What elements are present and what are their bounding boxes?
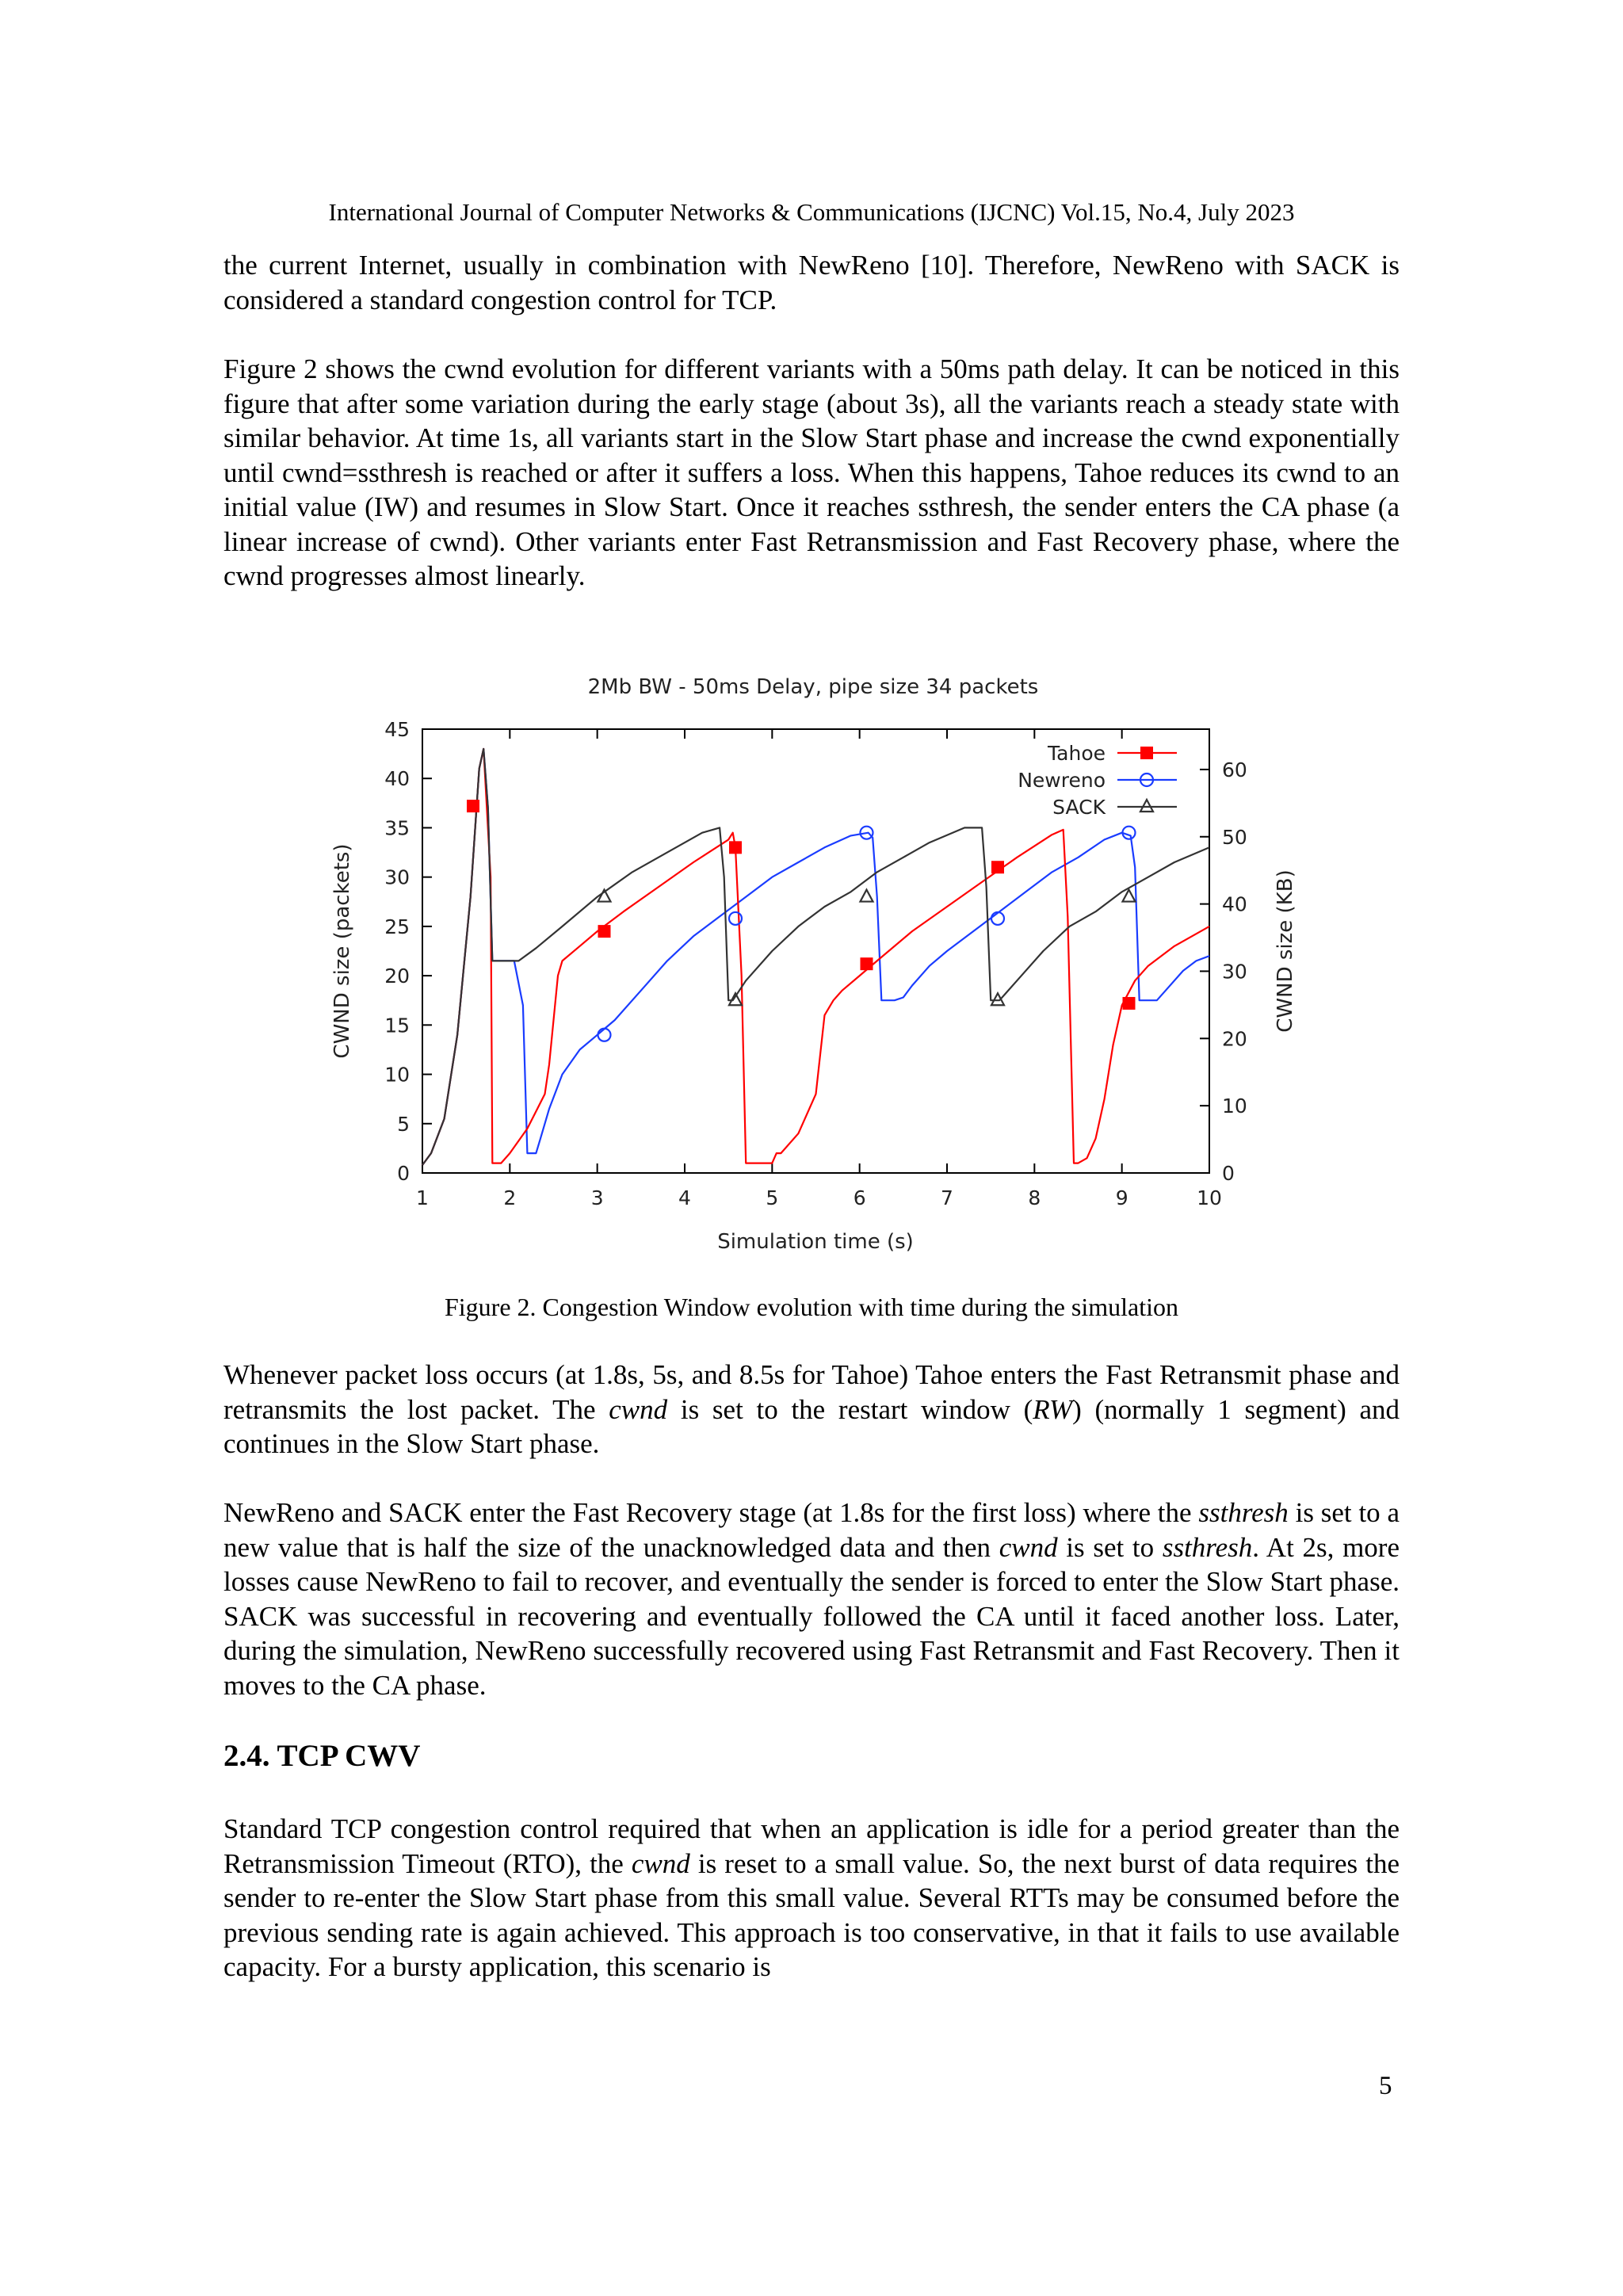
y-tick-label: 15 [384, 1014, 410, 1037]
x-tick-label: 8 [1028, 1186, 1041, 1209]
y-tick-label: 45 [384, 718, 410, 741]
y2-tick-label: 0 [1222, 1162, 1235, 1185]
y2-tick-label: 60 [1222, 758, 1247, 781]
text-run: is reset to a small value. So, the next burst of data requires the sender to re-enter the Slow Start phase from this small value. Several RTTs may be consumed before the previous sending rate is again achieved. This approach is too conservative, in that it fails to use available capacity. For a bursty application, this scenario is [223, 1847, 1400, 1982]
legend-marker-tahoe [1140, 747, 1153, 759]
text-run: . At 2s, more losses cause NewReno to fail to recover, and eventually the sender is forced to enter the Slow Start phase. SACK was successful in recovering and eventually followed the CA until it faced another loss. Later, during the simulation, NewReno successfully recovered using Fast Retransmit and Fast Recovery. Then it moves to the CA phase. [223, 1531, 1400, 1701]
paragraph-tcp-cwv [223, 1812, 1400, 1985]
y2-tick-label: 20 [1222, 1027, 1247, 1051]
sack-marker [991, 993, 1004, 1005]
y2-tick-label: 10 [1222, 1095, 1247, 1118]
y-tick-label: 40 [384, 767, 410, 791]
x-tick-label: 3 [590, 1186, 604, 1209]
x-tick-label: 1 [416, 1186, 429, 1209]
text-run: is set to [1057, 1531, 1163, 1563]
y-tick-label: 35 [384, 816, 410, 840]
text-run: is set to the restart window ( [667, 1393, 1033, 1425]
x-tick-label: 10 [1197, 1186, 1222, 1209]
paragraph-figure-description: Figure 2 shows the cwnd evolution for different variants with a 50ms path delay. It can be noticed in this figure that after some variation during the early stage (about 3s), all the variants reach a steady state with similar behavior. At time 1s, all variants start in the Slow Start phase and increase the cwnd exponentially until cwnd=ssthresh is reached or after it suffers a loss. When this happens, Tahoe reduces its cwnd to an initial value (IW) and resumes in Slow Start. Once it reaches ssthresh, the sender enters the CA phase (a linear increase of cwnd). Other variants enter Fast Retransmission and Fast Recovery phase, where the cwnd progresses almost linearly. [223, 353, 1400, 591]
y2-tick-label: 50 [1222, 825, 1247, 849]
x-tick-label: 7 [941, 1186, 953, 1209]
cwnd-evolution-chart [317, 662, 1308, 1280]
y-tick-label: 30 [384, 865, 410, 889]
tahoe-marker [991, 861, 1004, 873]
x-tick-label: 5 [766, 1186, 779, 1209]
chart-title: 2Mb BW - 50ms Delay, pipe size 34 packets [587, 675, 1039, 699]
y2-tick-label: 40 [1222, 892, 1247, 916]
figure-caption: Figure 2. Congestion Window evolution with time during the simulation [444, 1293, 1179, 1321]
term-cwnd: cwnd [999, 1531, 1058, 1563]
chart-legend [1018, 742, 1177, 819]
sack-marker [860, 890, 873, 902]
x-axis-label: Simulation time (s) [717, 1230, 914, 1254]
page-number: 5 [1379, 2072, 1392, 2100]
series-markers [467, 800, 1136, 1041]
legend-label-newreno: Newreno [1018, 769, 1106, 792]
term-cwnd: cwnd [609, 1393, 668, 1425]
paragraph-newreno-sack [223, 1496, 1400, 1702]
y-tick-label: 5 [397, 1112, 410, 1136]
tahoe-marker [598, 925, 610, 938]
term-cwnd: cwnd [631, 1847, 690, 1879]
newreno-marker [729, 912, 742, 925]
y2-axis-ticks [1200, 758, 1247, 1185]
term-rw: RW [1033, 1393, 1073, 1425]
term-ssthresh: ssthresh [1162, 1531, 1253, 1563]
y-tick-label: 0 [397, 1162, 410, 1185]
tahoe-marker [1122, 997, 1135, 1010]
sack-marker [729, 993, 742, 1005]
y-tick-label: 10 [384, 1063, 410, 1087]
y-tick-label: 25 [384, 915, 410, 938]
term-ssthresh: ssthresh [1198, 1497, 1289, 1528]
legend-label-tahoe: Tahoe [1048, 742, 1106, 765]
running-header: International Journal of Computer Networks & Communications (IJCNC) Vol.15, No.4, July 2023 [328, 198, 1295, 226]
y-axis-ticks [384, 718, 432, 1185]
text-run: ) (normally 1 segment) and continues in the Slow Start phase. [223, 1393, 1400, 1459]
paragraph-tahoe-loss [223, 1358, 1400, 1461]
section-heading: 2.4. TCP CWV [223, 1739, 421, 1773]
y2-tick-label: 30 [1222, 960, 1247, 984]
newreno-marker [991, 912, 1004, 925]
tahoe-marker [467, 800, 479, 812]
legend-label-sack: SACK [1052, 796, 1106, 819]
paragraph-sack-standard: the current Internet, usually in combination with NewReno [10]. Therefore, NewReno with SACK is considered a standard congestion control for TCP. [223, 250, 1400, 315]
text-run: Standard TCP congestion control required that when an application is idle for a period greater than the Retransmission Timeout (RTO), the [223, 1813, 1400, 1879]
sack-marker [1122, 890, 1135, 902]
x-tick-label: 4 [678, 1186, 691, 1209]
x-tick-label: 9 [1115, 1186, 1128, 1209]
text-run: is set to a new value that is half the size of the unacknowledged data and then [223, 1497, 1400, 1563]
text-run: Whenever packet loss occurs (at 1.8s, 5s, and 8.5s for Tahoe) Tahoe enters the Fast Retransmit phase and retransmits the lost packet. The [223, 1359, 1400, 1425]
y-axis-label: CWND size (packets) [330, 843, 354, 1059]
tahoe-marker [729, 841, 742, 854]
newreno-marker [598, 1029, 610, 1041]
y2-axis-label: CWND size (KB) [1274, 869, 1297, 1033]
legend-marker-sack [1140, 800, 1153, 812]
x-tick-label: 6 [853, 1186, 866, 1209]
x-tick-label: 2 [503, 1186, 517, 1209]
tahoe-marker [860, 957, 873, 970]
y-tick-label: 20 [384, 965, 410, 988]
text-run: NewReno and SACK enter the Fast Recovery stage (at 1.8s for the first loss) where the [223, 1497, 1199, 1528]
